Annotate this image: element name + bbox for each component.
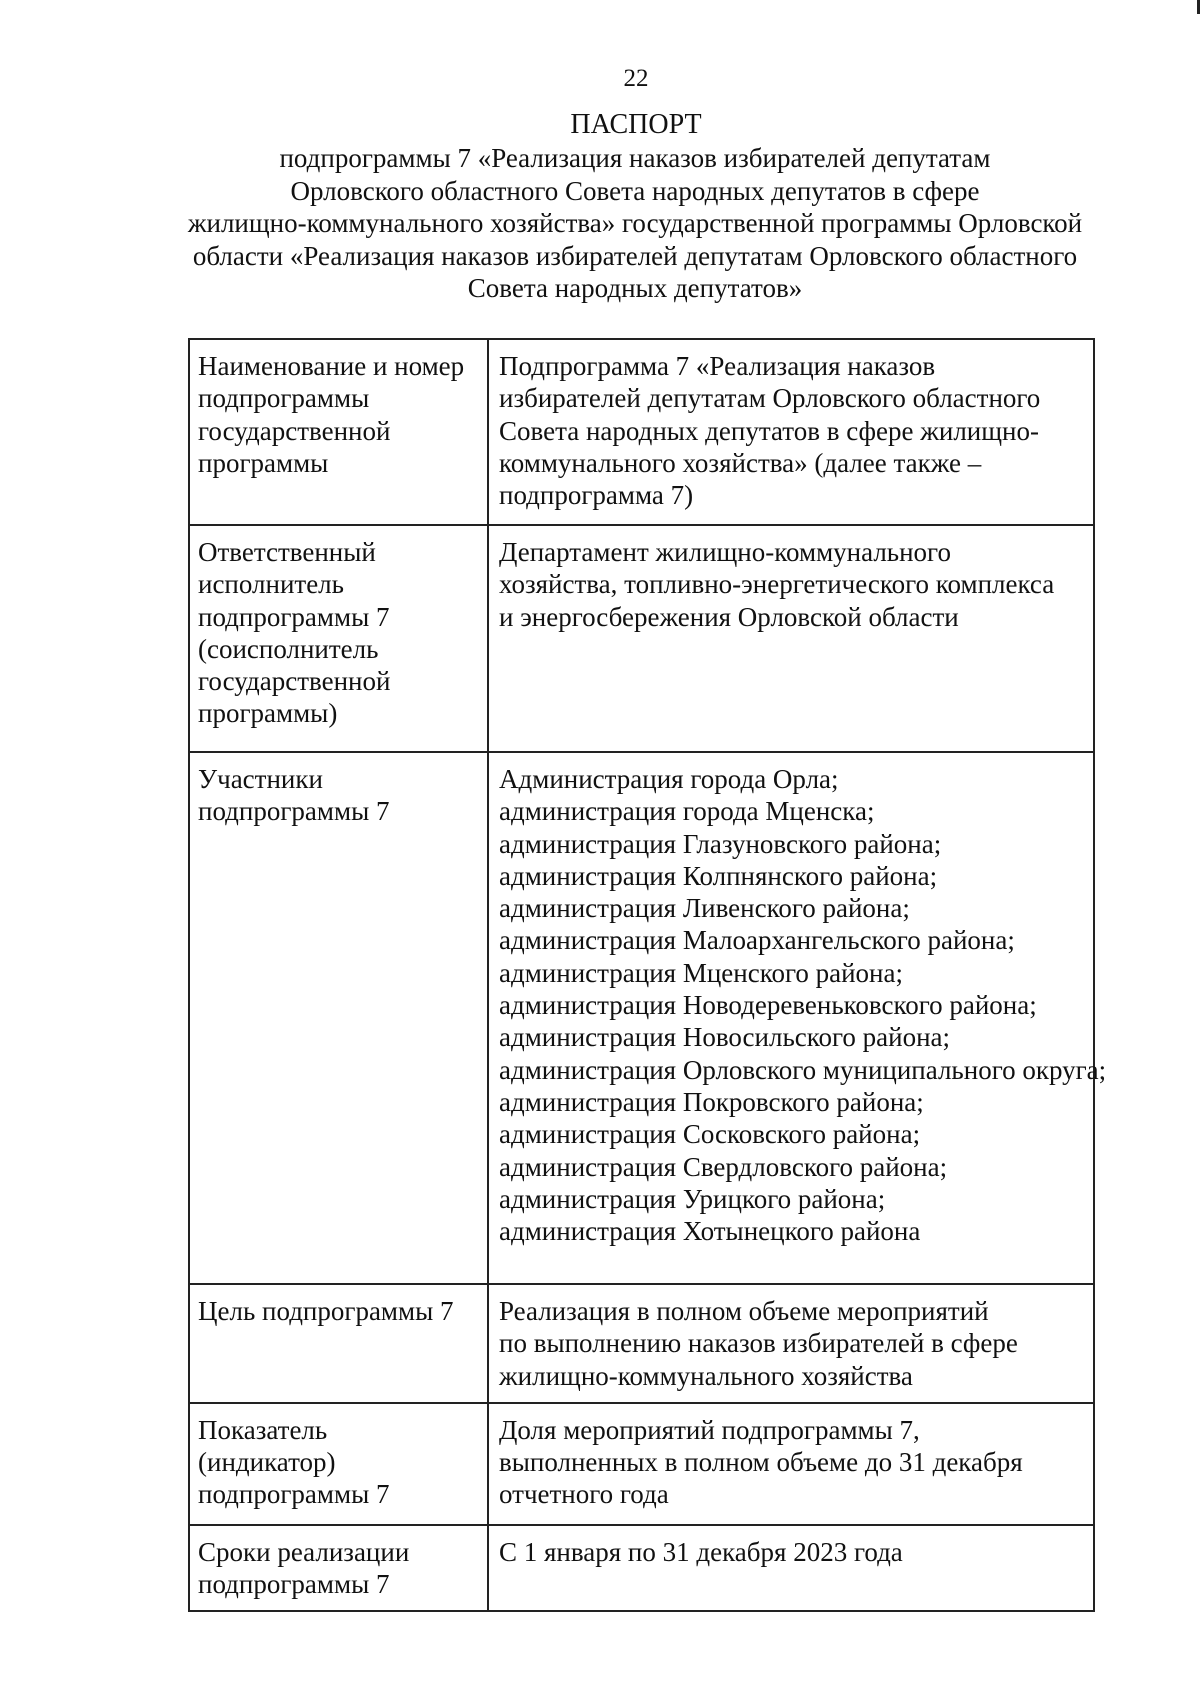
cell-line: государственной — [198, 666, 391, 697]
cell-line: государственной — [198, 415, 391, 446]
cell-line: хозяйства, топливно-энергетического комплекса — [499, 569, 1055, 600]
label-cell — [189, 525, 488, 752]
passport-table — [188, 338, 1107, 1612]
subtitle-line: подпрограммы 7 «Реализация наказов избирателей депутатам — [279, 143, 991, 173]
table-row — [189, 1525, 1094, 1612]
cell-line: Показатель — [198, 1414, 328, 1445]
cell-line: Сроки реализации — [198, 1536, 410, 1567]
label-cell — [189, 752, 488, 1284]
cell-line: Наименование и номер — [198, 351, 465, 381]
cell-line: администрация Хотынецкого района — [499, 1216, 921, 1247]
cell-line: (соисполнитель — [198, 633, 379, 664]
subtitle-line: Совета народных депутатов» — [467, 273, 803, 303]
label-cell — [189, 1525, 488, 1612]
cell-line: коммунального хозяйства» (далее также – — [499, 447, 982, 478]
cell-line: подпрограммы — [198, 383, 370, 414]
document-subtitle — [150, 142, 1120, 305]
cell-line: Участники — [198, 764, 323, 794]
value-cell — [488, 339, 1094, 525]
cell-line: С 1 января по 31 декабря 2023 года — [499, 1536, 903, 1567]
cell-line: Департамент жилищно-коммунального — [499, 537, 951, 567]
cell-line: по выполнению наказов избирателей в сфере — [499, 1328, 1018, 1359]
value-cell — [488, 1525, 1094, 1612]
cell-line: администрация Ливенского района; — [499, 893, 910, 924]
value-cell — [488, 525, 1094, 752]
page-number: 22 — [623, 65, 649, 92]
cell-line: Администрация города Орла; — [499, 764, 839, 794]
cell-line: выполненных в полном объеме до 31 декабря — [499, 1447, 1023, 1478]
cell-line: администрация Свердловского района; — [499, 1151, 948, 1182]
cell-line: администрация Орловского муниципального округа; — [499, 1054, 1107, 1085]
cell-line: Совета народных депутатов в сфере жилищно- — [499, 415, 1039, 446]
cell-line: администрация Глазуновского района; — [499, 828, 942, 859]
table-row — [189, 1284, 1094, 1403]
cell-line: избирателей депутатам Орловского областного — [499, 383, 1041, 414]
cell-line: Цель подпрограммы 7 — [198, 1296, 454, 1326]
value-cell — [488, 752, 1107, 1284]
cell-line: администрация Малоархангельского района; — [499, 925, 1015, 956]
cell-line: отчетного года — [499, 1479, 669, 1510]
table-row — [189, 339, 1094, 525]
cell-line: подпрограмма 7) — [499, 480, 694, 511]
label-cell — [189, 1284, 488, 1403]
subtitle-line: области «Реализация наказов избирателей депутатам Орловского областного — [192, 240, 1078, 271]
document-title: ПАСПОРТ — [570, 109, 702, 140]
cell-line: подпрограммы 7 — [198, 1569, 390, 1600]
cell-line: Ответственный — [198, 537, 376, 567]
cell-line: программы — [198, 447, 329, 478]
cell-line: исполнитель — [198, 569, 344, 600]
cell-line: администрация города Мценска; — [499, 796, 875, 827]
cell-line: администрация Покровского района; — [499, 1086, 924, 1117]
cell-line: жилищно-коммунального хозяйства — [499, 1360, 913, 1391]
cell-line: Доля мероприятий подпрограммы 7, — [499, 1414, 920, 1445]
subtitle-line: Орловского областного Совета народных депутатов в сфере — [290, 175, 980, 206]
cell-line: администрация Новодеревеньковского района; — [499, 990, 1037, 1021]
subtitle-line: жилищно-коммунального хозяйства» государственной программы Орловской — [187, 208, 1083, 238]
cell-line: (индикатор) — [198, 1447, 336, 1478]
cell-line: подпрограммы 7 — [198, 1479, 390, 1510]
cell-line: администрация Колпнянского района; — [499, 860, 938, 891]
cell-line: подпрограммы 7 — [198, 796, 390, 827]
cell-line: программы) — [198, 698, 338, 729]
cell-line: Реализация в полном объеме мероприятий — [499, 1296, 989, 1326]
label-cell — [189, 339, 488, 525]
table-row — [189, 752, 1094, 1284]
table-row — [189, 525, 1094, 752]
cell-line: администрация Новосильского района; — [499, 1022, 951, 1053]
cell-line: администрация Сосковского района; — [499, 1119, 921, 1150]
value-cell — [488, 1403, 1094, 1525]
cell-line: администрация Мценского района; — [499, 957, 903, 988]
cell-line: Подпрограмма 7 «Реализация наказов — [499, 351, 936, 381]
table-row — [189, 1403, 1094, 1525]
label-cell — [189, 1403, 488, 1525]
cell-line: администрация Урицкого района; — [499, 1183, 886, 1214]
value-cell — [488, 1284, 1094, 1403]
cell-line: и энергосбережения Орловской области — [499, 601, 959, 632]
cell-line: подпрограммы 7 — [198, 601, 390, 632]
